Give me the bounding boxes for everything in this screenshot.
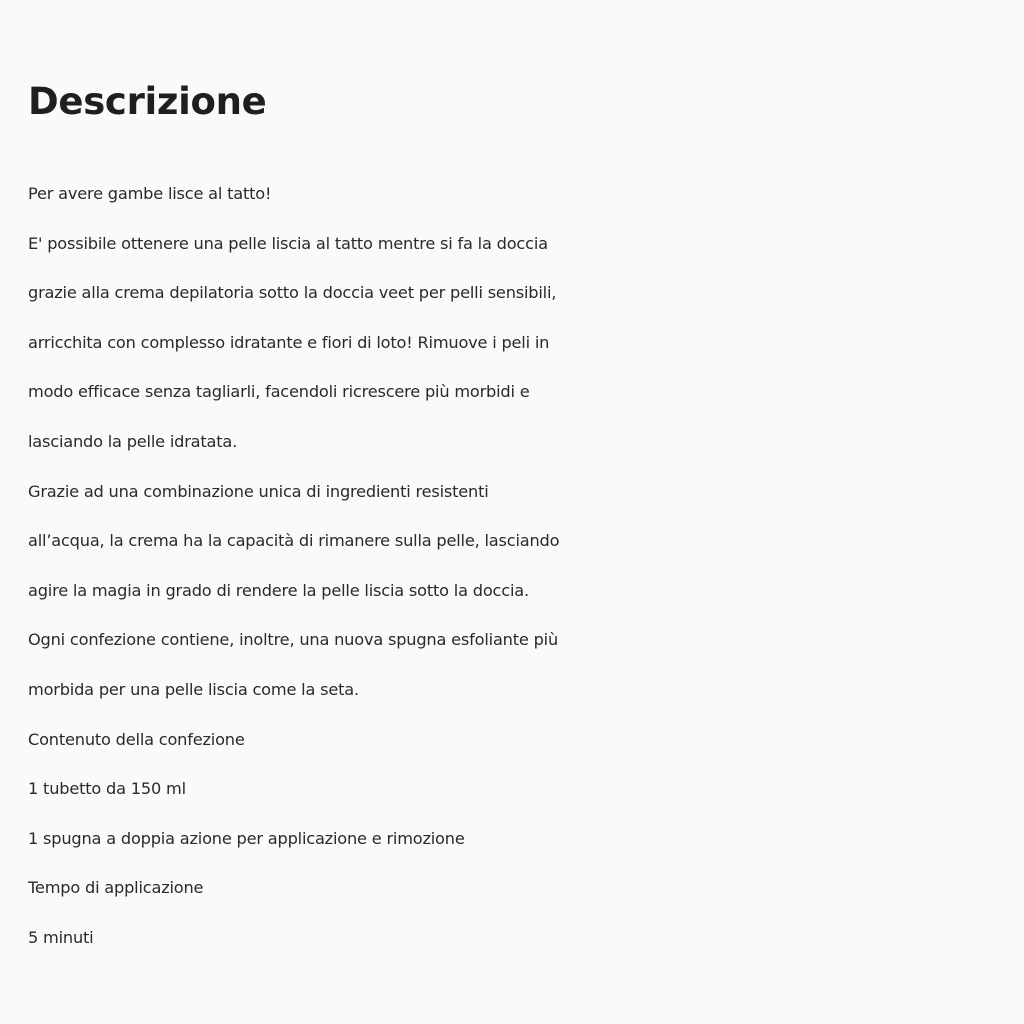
text-line: agire la magia in grado di rendere la pelle liscia sotto la doccia. [28,580,529,600]
text-line: arricchita con complesso idratante e fiori di loto! Rimuove i peli in [28,332,550,352]
text-line: Per avere gambe lisce al tatto! [28,184,272,203]
text-line: modo efficace senza tagliarli, facendoli ricrescere più morbidi e [28,382,530,402]
contents-item: 1 spugna a doppia azione per applicazione e rimozione [28,828,465,848]
contents-heading: Contenuto della confezione [28,729,245,749]
text-line: lasciando la pelle idratata. [28,431,238,451]
text-line: Ogni confezione contiene, inoltre, una nuova spugna esfoliante più [28,630,559,650]
text-line: morbida per una pelle liscia come la seta. [28,679,359,699]
text-line: Grazie ad una combinazione unica di ingredienti resistenti [28,481,489,501]
application-time-value: 5 minuti [28,927,94,947]
application-time-heading: Tempo di applicazione [28,878,204,898]
contents-item: 1 tubetto da 150 ml [28,779,186,799]
description-text [28,169,1018,963]
text-line: E' possibile ottenere una pelle liscia al tatto mentre si fa la doccia [28,233,548,253]
section-title: Descrizione [28,80,267,123]
text-line: grazie alla crema depilatoria sotto la doccia veet per pelli sensibili, [28,283,557,303]
text-line: all’acqua, la crema ha la capacità di rimanere sulla pelle, lasciando [28,531,560,551]
